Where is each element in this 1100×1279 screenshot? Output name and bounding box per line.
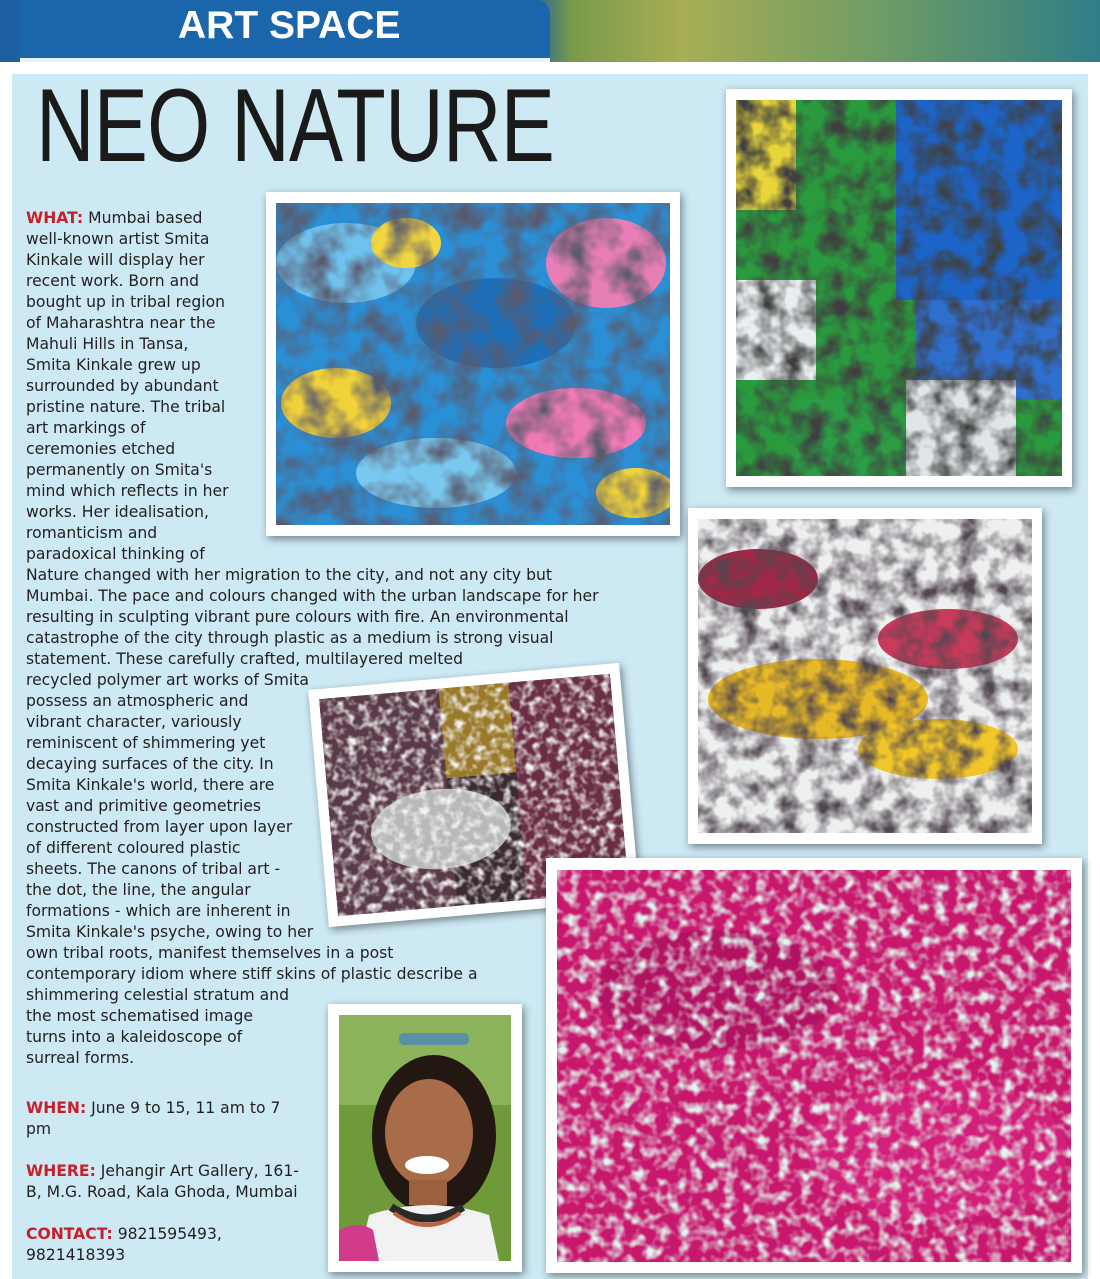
body-line — [26, 649, 463, 670]
body-line-text: permanently on Smita's — [26, 461, 213, 479]
body-line — [26, 796, 261, 817]
where-label: WHERE: — [26, 1162, 96, 1180]
body-line-text: turns into a kaleidoscope of — [26, 1028, 243, 1046]
body-line — [26, 964, 478, 985]
body-line-text: shimmering celestial stratum and — [26, 986, 289, 1004]
body-line-text: ceremonies etched — [26, 440, 176, 458]
body-line-text: pristine nature. The tribal — [26, 398, 226, 416]
body-line-text: recycled polymer art works of Smita — [26, 671, 309, 689]
artwork-photo-magenta-sequins — [546, 858, 1082, 1273]
artwork-image — [276, 203, 670, 525]
body-line-text: works. Her idealisation, — [26, 503, 210, 521]
body-line — [26, 439, 175, 460]
body-line — [26, 502, 209, 523]
body-line — [26, 250, 205, 271]
where-line — [26, 1161, 299, 1182]
article-headline: NEO NATURE — [36, 68, 555, 184]
when-label: WHEN: — [26, 1099, 87, 1117]
body-line-text: Smita Kinkale grew up — [26, 356, 201, 374]
body-line — [26, 670, 309, 691]
body-line-text: recent work. Born and — [26, 272, 199, 290]
body-line-text: well-known artist Smita — [26, 230, 210, 248]
artwork-image — [698, 519, 1032, 833]
body-line — [26, 817, 292, 838]
body-line — [26, 460, 212, 481]
body-line — [26, 271, 199, 292]
body-line-text: Nature changed with her migration to the city, and not any city but — [26, 566, 553, 584]
body-line — [26, 544, 205, 565]
body-line-text: resulting in sculpting vibrant pure colours with fire. An environmental — [26, 608, 569, 626]
body-line-text: vibrant character, variously — [26, 713, 242, 731]
body-line-text: possess an atmospheric and — [26, 692, 249, 710]
body-line — [26, 733, 265, 754]
artist-portrait-image — [339, 1015, 511, 1261]
body-line — [26, 586, 599, 607]
body-line — [26, 1048, 134, 1069]
artwork-photo-green-blue — [726, 89, 1072, 487]
body-line-text: decaying surfaces of the city. In — [26, 755, 274, 773]
body-line-text: reminiscent of shimmering yet — [26, 734, 266, 752]
body-line-text: own tribal roots, manifest themselves in a post — [26, 944, 394, 962]
body-line-text: surrounded by abundant — [26, 377, 219, 395]
body-line — [26, 712, 242, 733]
body-line — [26, 754, 274, 775]
body-line-text: mind which reflects in her — [26, 482, 229, 500]
body-line-text: Mumbai. The pace and colours changed with the urban landscape for her — [26, 587, 599, 605]
body-line — [26, 1027, 242, 1048]
body-line — [26, 376, 219, 397]
contact-text: 9821595493, — [117, 1225, 222, 1243]
body-line — [26, 628, 553, 649]
body-line — [26, 355, 201, 376]
body-line — [26, 922, 313, 943]
body-line-text: surreal forms. — [26, 1049, 135, 1067]
body-line-text: bought up in tribal region — [26, 293, 226, 311]
body-line-text: romanticism and — [26, 524, 158, 542]
body-line — [26, 208, 202, 229]
body-line — [26, 229, 209, 250]
where-line-2: B, M.G. Road, Kala Ghoda, Mumbai — [26, 1183, 298, 1201]
when-line-2: pm — [26, 1120, 52, 1138]
artwork-photo-white-black-yellow — [688, 508, 1042, 844]
body-line — [26, 838, 241, 859]
body-line — [26, 334, 188, 355]
body-line-text: vast and primitive geometries — [26, 797, 262, 815]
artwork-image — [736, 100, 1062, 476]
what-label: WHAT: — [26, 209, 84, 227]
body-line — [26, 418, 145, 439]
body-line — [26, 775, 274, 796]
body-line-text: Smita Kinkale's world, there are — [26, 776, 275, 794]
body-line-text: the dot, the line, the angular — [26, 881, 251, 899]
body-line-text: catastrophe of the city through plastic as a medium is strong visual — [26, 629, 554, 647]
body-line — [26, 565, 552, 586]
body-line-text: constructed from layer upon layer — [26, 818, 293, 836]
body-line — [26, 1006, 253, 1027]
body-line — [26, 607, 569, 628]
body-line-text: the most schematised image — [26, 1007, 253, 1025]
body-line — [26, 523, 157, 544]
body-line-text: of Maharashtra near the — [26, 314, 216, 332]
when-line — [26, 1098, 280, 1119]
body-line — [26, 313, 215, 334]
body-line — [26, 943, 393, 964]
body-line-text: Mahuli Hills in Tansa, — [26, 335, 189, 353]
section-header-band — [0, 0, 1100, 62]
body-line — [26, 859, 280, 880]
body-line — [26, 397, 225, 418]
body-line-text: Smita Kinkale's psyche, owing to her — [26, 923, 314, 941]
body-line-text: sheets. The canons of tribal art - — [26, 860, 281, 878]
body-line — [26, 481, 229, 502]
body-line-text: Kinkale will display her — [26, 251, 205, 269]
artwork-photo-blue-pink — [266, 192, 680, 536]
body-line-text: contemporary idiom where stiff skins of plastic describe a — [26, 965, 478, 983]
artwork-image — [557, 870, 1071, 1262]
section-title: ART SPACE — [178, 4, 401, 47]
body-line — [26, 292, 225, 313]
artist-portrait-photo — [328, 1004, 522, 1272]
body-line-text: paradoxical thinking of — [26, 545, 205, 563]
body-line-text: formations - which are inherent in — [26, 902, 291, 920]
body-line-text: art markings of — [26, 419, 146, 437]
when-text: June 9 to 15, 11 am to 7 — [91, 1099, 281, 1117]
body-line — [26, 691, 248, 712]
contact-line — [26, 1224, 222, 1245]
contact-label: CONTACT: — [26, 1225, 113, 1243]
contact-line-2: 9821418393 — [26, 1246, 126, 1264]
body-line — [26, 880, 251, 901]
body-line-text: Mumbai based — [88, 209, 203, 227]
where-text: Jehangir Art Gallery, 161- — [100, 1162, 299, 1180]
body-line — [26, 985, 289, 1006]
body-line-text: statement. These carefully crafted, multilayered melted — [26, 650, 463, 668]
body-line — [26, 901, 291, 922]
body-line-text: of different coloured plastic — [26, 839, 241, 857]
